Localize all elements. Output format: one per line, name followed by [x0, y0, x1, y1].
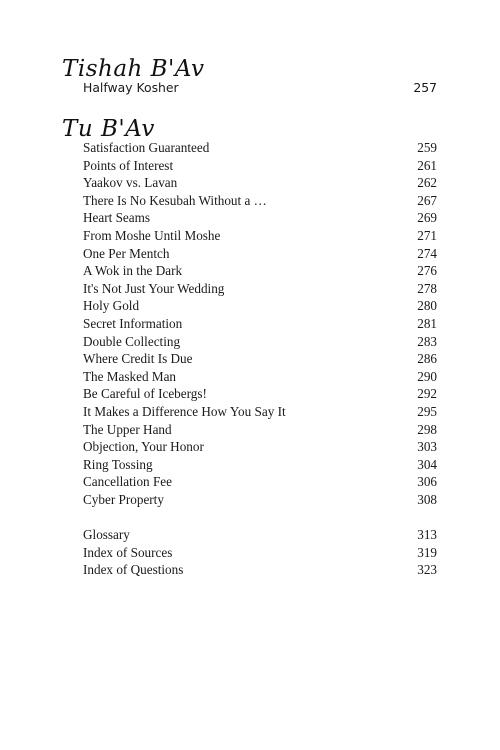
toc-entry-label: Index of Questions	[83, 562, 184, 578]
toc-entry-page: 306	[417, 474, 437, 490]
toc-entry-page: 286	[417, 351, 437, 367]
toc-entry-label: Heart Seams	[83, 210, 151, 226]
section-title-tishah-bav: Tishah B'Av	[62, 56, 205, 82]
toc-entry-label: The Upper Hand	[83, 421, 172, 437]
toc-entry[interactable]	[83, 209, 437, 227]
toc-entry-label: It Makes a Difference How You Say It	[83, 403, 286, 419]
toc-entry-label: Glossary	[83, 527, 130, 542]
toc-entry-label: A Wok in the Dark	[83, 263, 183, 279]
toc-entry[interactable]	[83, 403, 437, 421]
section-title-tu-bav: Tu B'Av	[62, 116, 155, 142]
toc-entry[interactable]	[83, 227, 437, 245]
toc-entry[interactable]	[83, 139, 437, 157]
toc-entry-label: Be Careful of Icebergs!	[83, 386, 207, 402]
toc-entry-page: 278	[417, 280, 437, 296]
toc-entry[interactable]	[83, 297, 437, 315]
toc-entry-label: Cancellation Fee	[83, 474, 172, 490]
toc-entry-label: Ring Tossing	[83, 456, 153, 472]
toc-entry[interactable]	[83, 280, 437, 298]
toc-entry-label: Points of Interest	[83, 157, 174, 173]
toc-entry[interactable]	[83, 491, 437, 509]
toc-entry-label: It's Not Just Your Wedding	[83, 280, 225, 296]
toc-entry-label: Where Credit Is Due	[83, 351, 193, 367]
toc-entry-page: 295	[417, 403, 437, 419]
toc-entry[interactable]	[83, 421, 437, 439]
toc-entry[interactable]	[83, 315, 437, 333]
toc-entry-page: 280	[417, 298, 437, 314]
toc-entry-label: Double Collecting	[83, 333, 181, 349]
toc-entry-label: The Masked Man	[83, 368, 177, 384]
toc-entry-page: 304	[417, 456, 437, 472]
toc-entry[interactable]	[83, 385, 437, 403]
toc-entry-label: One Per Mentch	[83, 245, 170, 261]
toc-entry-page: 298	[417, 421, 437, 437]
toc-entry[interactable]	[83, 561, 437, 579]
toc-entry-page: 323	[417, 562, 437, 578]
toc-entry-page: 292	[417, 386, 437, 402]
toc-entry-page: 283	[417, 333, 437, 349]
toc-list-back-matter	[83, 526, 437, 579]
toc-entry-label: Index of Sources	[83, 544, 173, 560]
toc-entry-label: Yaakov vs. Lavan	[83, 175, 178, 191]
toc-entry-page: 259	[417, 140, 437, 155]
toc-entry[interactable]	[83, 456, 437, 474]
toc-entry-page: 267	[417, 192, 437, 208]
toc-entry-page: 257	[413, 80, 437, 95]
toc-entry-page: 281	[417, 315, 437, 331]
toc-entry-page: 319	[417, 544, 437, 560]
toc-entry[interactable]	[83, 473, 437, 491]
toc-entry-label: From Moshe Until Moshe	[83, 227, 221, 243]
toc-entry[interactable]	[83, 245, 437, 263]
toc-entry-page: 313	[417, 527, 437, 542]
toc-entry-page: 261	[417, 157, 437, 173]
toc-entry[interactable]	[83, 438, 437, 456]
toc-entry-label: Halfway Kosher	[83, 80, 179, 95]
toc-entry[interactable]	[83, 368, 437, 386]
toc-entry-page: 274	[417, 245, 437, 261]
toc-entry-page: 262	[417, 175, 437, 191]
toc-entry-label: Objection, Your Honor	[83, 439, 204, 455]
toc-entry-label: Cyber Property	[83, 491, 164, 507]
toc-entry-page: 271	[417, 227, 437, 243]
toc-list-tu-bav	[83, 139, 437, 508]
toc-entry[interactable]	[83, 333, 437, 351]
toc-entry[interactable]	[83, 79, 437, 97]
toc-entry[interactable]	[83, 192, 437, 210]
toc-entry[interactable]	[83, 526, 437, 544]
toc-list-tishah-bav	[83, 79, 437, 97]
toc-entry-page: 308	[417, 491, 437, 507]
toc-entry[interactable]	[83, 157, 437, 175]
toc-entry-label: Secret Information	[83, 315, 183, 331]
toc-entry-label: Satisfaction Guaranteed	[83, 140, 210, 155]
toc-entry[interactable]	[83, 544, 437, 562]
toc-entry-page: 290	[417, 368, 437, 384]
toc-entry-label: Holy Gold	[83, 298, 140, 314]
toc-entry[interactable]	[83, 350, 437, 368]
toc-entry-page: 269	[417, 210, 437, 226]
toc-entry[interactable]	[83, 262, 437, 280]
toc-entry-label: There Is No Kesubah Without a …	[83, 192, 267, 208]
toc-entry-page: 303	[417, 439, 437, 455]
toc-entry-page: 276	[417, 263, 437, 279]
toc-entry[interactable]	[83, 174, 437, 192]
